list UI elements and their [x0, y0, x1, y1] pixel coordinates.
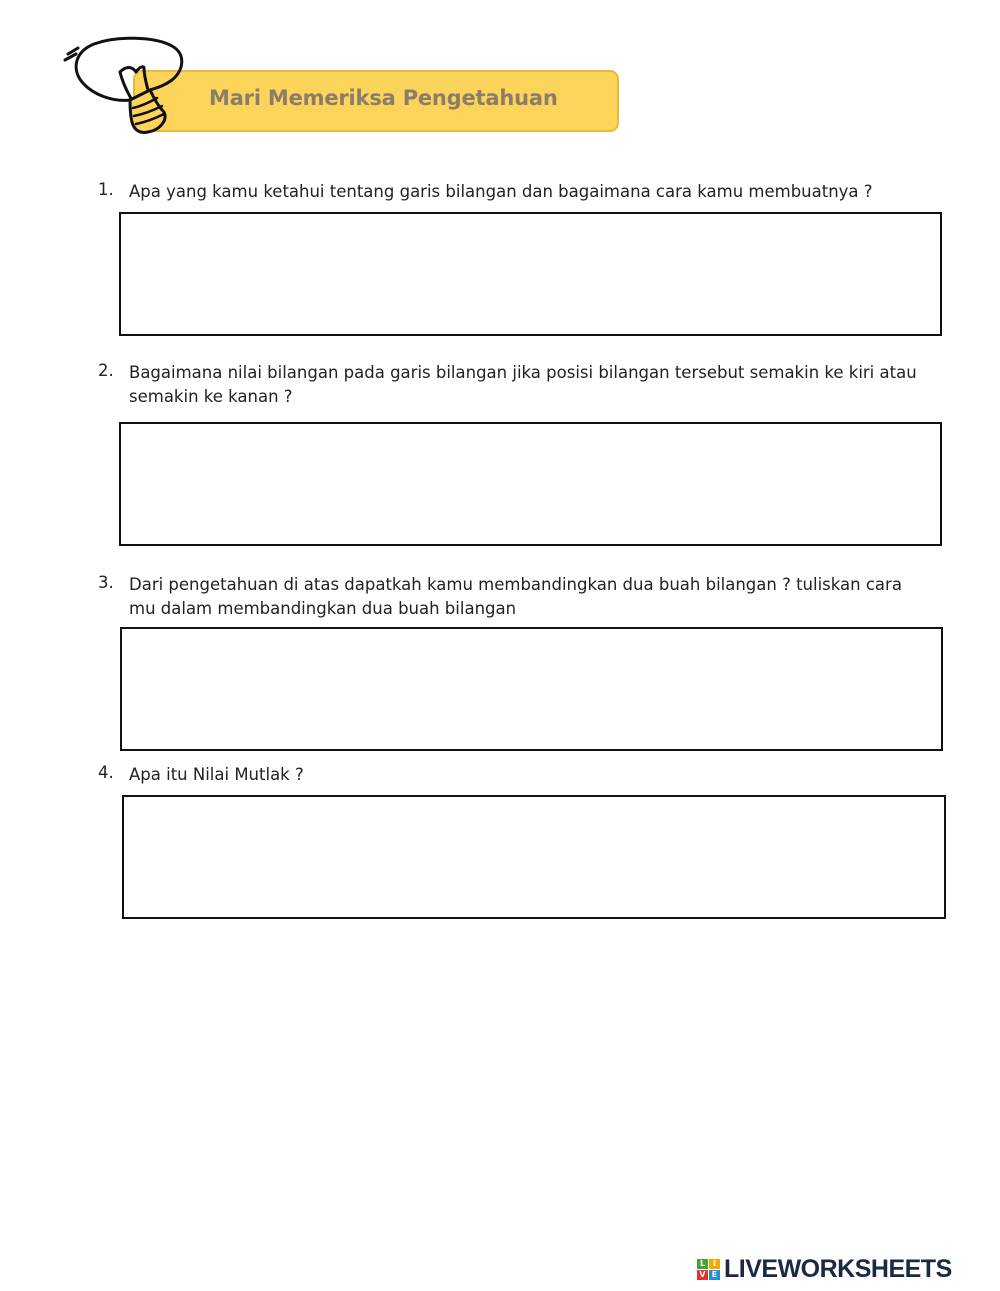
logo-text: LIVEWORKSHEETS: [724, 1255, 952, 1283]
logo-badge-cell: I: [709, 1259, 720, 1269]
logo-badge-cell: V: [697, 1270, 708, 1280]
answer-box-3[interactable]: [120, 627, 943, 751]
question-text: Bagaimana nilai bilangan pada garis bilangan jika posisi bilangan tersebut semakin ke kiri atau semakin ke kanan ?: [129, 363, 917, 406]
logo-badge-cell: E: [709, 1270, 720, 1280]
page-title: Mari Memeriksa Pengetahuan: [209, 86, 558, 110]
question-number: 2.: [98, 361, 114, 380]
question-number: 1.: [98, 180, 114, 199]
logo-badge-icon: [697, 1259, 722, 1281]
answer-box-1[interactable]: [119, 212, 942, 336]
question-number: 3.: [98, 573, 114, 592]
question-text: Apa itu Nilai Mutlak ?: [129, 765, 304, 784]
logo-badge-cell: L: [697, 1259, 708, 1269]
question-number: 4.: [98, 763, 114, 782]
answer-box-4[interactable]: [122, 795, 946, 919]
answer-box-2[interactable]: [119, 422, 942, 546]
question-text: Apa yang kamu ketahui tentang garis bilangan dan bagaimana cara kamu membuatnya ?: [129, 182, 873, 201]
question-text: Dari pengetahuan di atas dapatkah kamu membandingkan dua buah bilangan ? tuliskan cara mu dalam membandingkan dua buah bilangan: [129, 575, 902, 618]
lightbulb-icon: [60, 36, 200, 136]
